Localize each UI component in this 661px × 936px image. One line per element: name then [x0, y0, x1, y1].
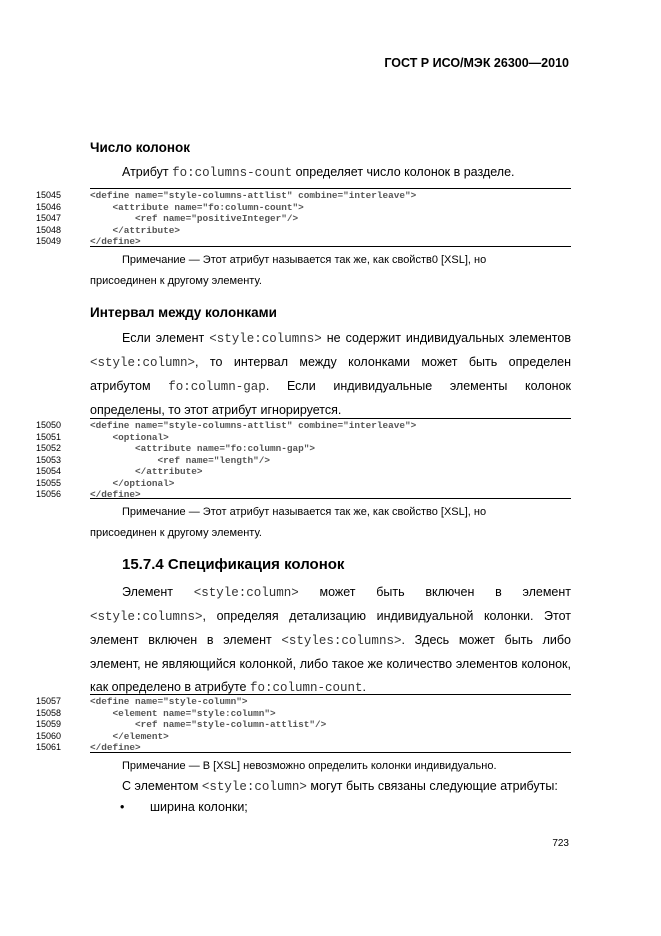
section-heading-column-count: Число колонок [90, 140, 190, 155]
note: Примечание — В [XSL] невозможно определить колонки индивидуально. [122, 760, 497, 772]
code-block [36, 420, 571, 501]
code-line: 15052 <attribute name="fo:column-gap"> [36, 443, 316, 454]
code-rule-top [90, 188, 571, 189]
bullet-icon: • [120, 800, 125, 814]
code-line: 15046 <attribute name="fo:column-count"> [36, 201, 304, 213]
paragraph: Атрибут fo:columns-count определяет число колонок в разделе. [122, 165, 515, 180]
code-line: 15055 </optional> [36, 477, 175, 489]
code-rule-top [90, 418, 571, 419]
section-heading-column-gap: Интервал между колонками [90, 305, 277, 320]
code-line: 15047 <ref name="positiveInteger"/> [36, 213, 299, 224]
document-header: ГОСТ Р ИСО/МЭК 26300—2010 [384, 56, 569, 70]
code-line: 15048 </attribute> [36, 224, 181, 236]
code-line: 15051 <optional> [36, 431, 169, 443]
code-line: 15053 <ref name="length"/> [36, 454, 271, 466]
code-line: 15059 <ref name="style-column-attlist"/> [36, 719, 327, 730]
paragraph: Элемент <style:column> может быть включен в элемент <style:columns>, определяя детализацию индивидуальной колонки. Этот элемент включен в элемент <styles:columns>. Здесь может быть либо элемент, не являющийся колонкой, либо такое же количество элементов колонок, как определено в атрибуте fo:column-count. [90, 585, 572, 695]
code-rule-top [90, 694, 571, 695]
note: Примечание — Этот атрибут называется так же, как свойство [XSL], но присоединен к другому элементу. [90, 506, 487, 539]
code-line: 15056 </define> [36, 489, 141, 500]
code-line: 15061 </define> [36, 742, 141, 753]
page-number: 723 [552, 838, 569, 849]
code-line: 15045 <define name="style-columns-attlist" combine="interleave"> [36, 190, 417, 201]
paragraph: Если элемент <style:columns> не содержит индивидуальных элементов <style:column>, то интервал между колонками может быть определен атрибутом fo:column-gap. Если индивидуальные элементы колонок определены, то этот атрибут игнорируется. [90, 331, 571, 417]
note: Примечание — Этот атрибут называется так же, как свойств0 [XSL], но присоединен к другому элементу. [90, 254, 487, 287]
code-rule-bottom [90, 498, 571, 499]
code-line: 15057 <define name="style-column"> [36, 696, 248, 707]
code-block [36, 696, 571, 754]
code-line: 15058 <element name="style:column"> [36, 707, 276, 719]
code-line: 15049 </define> [36, 236, 141, 247]
code-block [36, 190, 571, 248]
code-rule-bottom [90, 246, 571, 247]
code-rule-bottom [90, 752, 571, 753]
code-line: 15054 </attribute> [36, 466, 203, 477]
code-line: 15050 <define name="style-columns-attlist" combine="interleave"> [36, 420, 417, 431]
section-heading-column-spec: 15.7.4 Спецификация колонок [122, 556, 345, 573]
code-line: 15060 </element> [36, 730, 169, 742]
paragraph: С элементом <style:column> могут быть связаны следующие атрибуты: [122, 779, 558, 794]
bullet-item: ширина колонки; [150, 800, 248, 814]
